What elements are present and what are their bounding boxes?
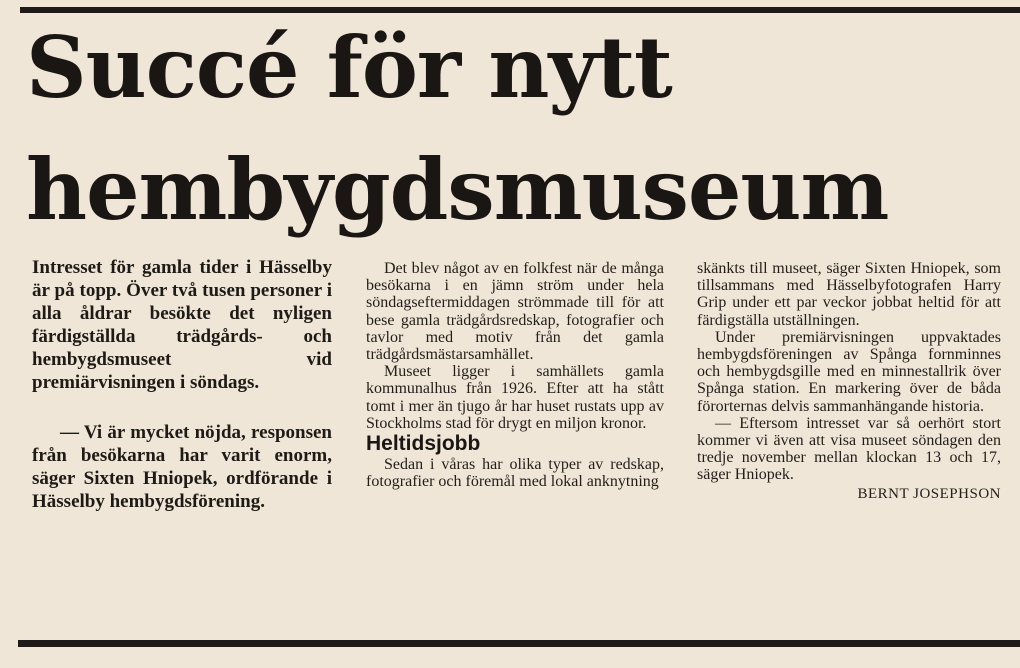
lead-paragraph-2: — Vi är mycket nöjda, responsen från besökarna har varit enorm, säger Sixten Hniopek, ordförande i Hässelby hembygdsförening. <box>32 422 332 512</box>
column3-paragraph-1: skänkts till museet, säger Sixten Hniopek, som tillsammans med Hässelbyfotografen Harry Grip under ett par veckor jobbat heltid för att färdigställa utställningen. <box>697 260 1001 329</box>
byline: BERNT JOSEPHSON <box>857 485 1001 502</box>
article-column-3 <box>697 260 1001 503</box>
subheading: Heltidsjobb <box>366 432 481 456</box>
top-rule <box>20 7 1020 13</box>
column2-paragraph-3: Sedan i våras har olika typer av redskap, fotografier och föremål med lokal anknytning <box>366 456 664 491</box>
column3-paragraph-3: — Eftersom intresset var så oerhört stort kommer vi även att visa museet söndagen den tredje november mellan klockan 13 och 17, säger Hniopek. <box>697 414 1001 484</box>
article-column-2 <box>366 260 664 490</box>
column2-paragraph-2: Museet ligger i samhällets gamla kommunalhus från 1926. Efter att ha stått tomt i mer än tjugo år har huset rustats upp av Stockholms stad för drygt en miljon kronor. <box>366 363 664 432</box>
lead-paragraph-1: Intresset för gamla tider i Hässelby är på topp. Över två tusen personer i alla åldrar besökte det nyligen färdigställda trädgårds- och hembygdsmuseet vid premiärvisningen i söndags. <box>32 257 332 393</box>
headline-line-2: hembygdsmuseum <box>26 140 889 239</box>
column3-paragraph-2: Under premiärvisningen uppvaktades hembygdsföreningen av Spånga fornminnes och hembygdsgille med en minnestallrik över Spånga station. En markering över de båda förorternas delvis sammanhängande historia. <box>697 328 1001 415</box>
headline-line-1: Succé för nytt <box>26 18 672 117</box>
column2-paragraph-1: Det blev något av en folkfest när de många besökarna i en jämn ström under hela söndagseftermiddagen strömmade till för att bese gamla trädgårdsredskap, fotografier och tavlor med motiv från det gamla trädgårdsmästarsamhället. <box>366 260 664 364</box>
lead-column <box>32 256 332 513</box>
bottom-rule <box>18 640 1020 647</box>
